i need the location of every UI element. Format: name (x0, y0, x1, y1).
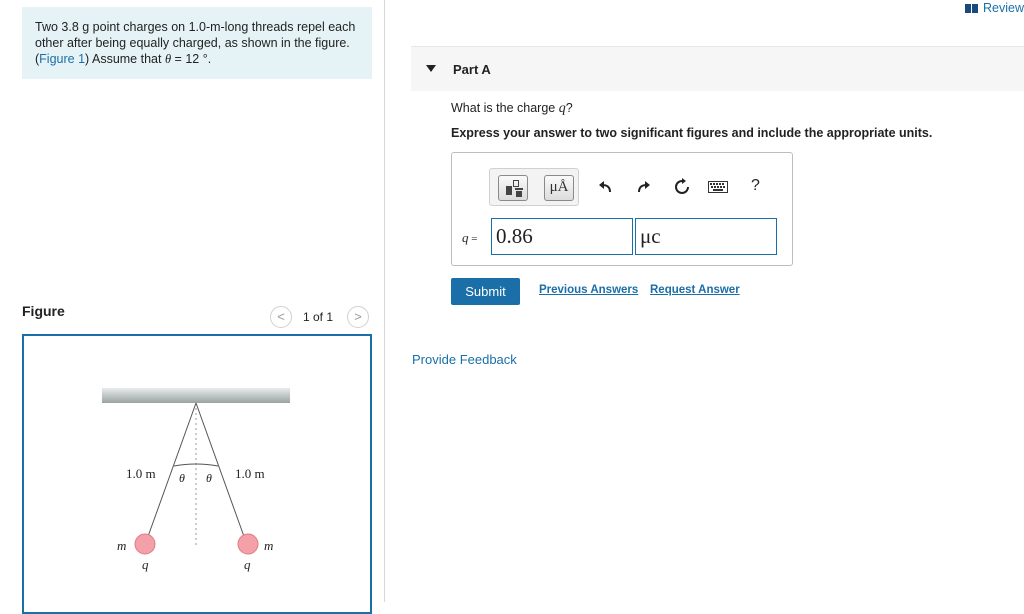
right-length-label: 1.0 m (235, 466, 265, 481)
book-icon (965, 4, 978, 13)
part-title: Part A (453, 62, 491, 77)
ceiling (102, 388, 290, 403)
pendulum-figure (24, 336, 370, 602)
review-link[interactable] (965, 1, 1024, 15)
help-icon[interactable]: ? (751, 177, 760, 194)
figure-pager: 1 of 1 (303, 310, 334, 324)
request-answer-link[interactable]: Request Answer (650, 284, 740, 296)
left-mass-label: m (117, 538, 127, 553)
theta-value: = 12 °. (171, 52, 212, 66)
right-theta-label: θ (206, 471, 212, 485)
keyboard-icon[interactable] (708, 181, 728, 193)
undo-icon[interactable] (598, 180, 612, 194)
toolbar-button-group (489, 168, 579, 206)
instruction-text: Express your answer to two significant figures and include the appropriate units. (451, 126, 933, 140)
figure-label: Figure (22, 303, 65, 319)
right-mass-label: m (264, 538, 274, 553)
submit-button[interactable]: Submit (451, 278, 520, 305)
part-a-header[interactable] (411, 46, 1024, 91)
answer-variable: q (462, 230, 469, 245)
answer-unit-input[interactable]: μc (635, 218, 777, 255)
answer-value-input[interactable]: 0.86 (491, 218, 633, 255)
reset-icon[interactable] (673, 178, 691, 196)
left-charge-label: q (142, 557, 149, 572)
right-charge-label: q (244, 557, 251, 572)
review-label: Review (983, 1, 1024, 15)
units-icon[interactable]: μÅ (544, 175, 574, 201)
redo-icon[interactable] (637, 180, 651, 194)
templates-icon[interactable] (498, 175, 528, 201)
left-theta-label: θ (179, 471, 185, 485)
figure-link[interactable]: Figure 1 (39, 52, 86, 66)
prev-figure-button[interactable]: < (270, 306, 292, 328)
previous-answers-link[interactable]: Previous Answers (539, 284, 639, 296)
problem-text-after: ) Assume that (85, 52, 165, 66)
right-charge-ball (238, 534, 258, 554)
answer-toolbar (489, 168, 777, 206)
left-length-label: 1.0 m (126, 466, 156, 481)
question-variable: q (558, 101, 566, 116)
answer-equals: = (468, 233, 478, 245)
collapse-triangle-icon[interactable] (426, 65, 436, 72)
pane-divider (384, 0, 385, 602)
answer-label (462, 230, 477, 246)
theta-symbol: θ (164, 52, 172, 66)
provide-feedback-link[interactable]: Provide Feedback (412, 352, 517, 367)
question-text (451, 101, 573, 117)
problem-text: Two 3.8 g point charges on 1.0-m-long threads repel each other after being equally charged, as shown in the figure.( (35, 20, 356, 66)
question-suffix: ? (565, 101, 573, 115)
problem-statement (22, 7, 372, 79)
figure-frame (22, 334, 372, 614)
next-figure-button[interactable]: > (347, 306, 369, 328)
left-charge-ball (135, 534, 155, 554)
question-prefix: What is the charge (451, 101, 559, 115)
